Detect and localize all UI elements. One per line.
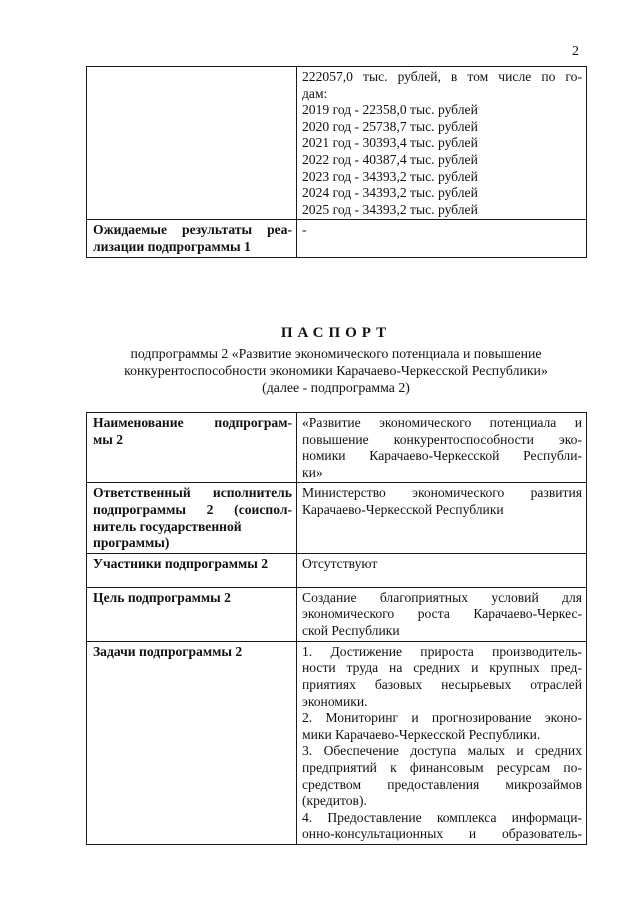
table-row <box>87 553 587 587</box>
funding-line: 2023 год - 34393,2 тыс. рублей <box>302 168 478 184</box>
funding-line: 2021 год - 30393,4 тыс. рублей <box>302 135 478 151</box>
value-line: средством предоставления микрозаймов <box>302 776 582 792</box>
funding-line: 2020 год - 25738,7 тыс. рублей <box>302 118 478 134</box>
label-line: мы 2 <box>93 431 124 447</box>
page-number: 2 <box>572 44 579 59</box>
value-line: повышение конкурентоспособности эко- <box>302 431 582 447</box>
funding-line: дам: <box>302 85 328 101</box>
table-row <box>87 641 587 844</box>
label-line: Наименование подпрограм- <box>93 415 292 430</box>
funding-line: 2025 год - 34393,2 тыс. рублей <box>302 201 478 217</box>
table-row <box>87 413 587 483</box>
value-line: Министерство экономического развития <box>302 485 582 501</box>
executor-value-cell <box>297 483 587 553</box>
value-line: экономического роста Карачаево-Черкес- <box>302 606 582 622</box>
executor-label-cell <box>87 483 297 553</box>
value-line: «Развитие экономического потенциала и <box>302 415 582 430</box>
label-line: нитель государственной <box>93 518 242 534</box>
results-value: - <box>302 222 307 238</box>
goal-label-cell <box>87 587 297 641</box>
table-row <box>87 67 587 220</box>
value-line: онно-консультационных и образователь- <box>302 826 582 842</box>
participants-label-cell <box>87 553 297 587</box>
label-line: Цель подпрограммы 2 <box>93 589 231 605</box>
funding-line: 2022 год - 40387,4 тыс. рублей <box>302 151 478 167</box>
label-line: программы) <box>93 535 170 551</box>
passport-subtitle-line: (далее - подпрограмма 2) <box>262 380 410 395</box>
passport-subtitle-line: конкурентоспособности экономики Карачаево-Черкесской Республики» <box>124 363 548 378</box>
value-line: предприятий к финансовым ресурсам по- <box>302 759 582 775</box>
goal-value-cell <box>297 587 587 641</box>
label-line: Участники подпрограммы 2 <box>93 555 269 571</box>
tasks-value-cell <box>297 641 587 844</box>
name-label-cell <box>87 413 297 483</box>
results-label-cell <box>87 220 297 257</box>
label-line: Задачи подпрограммы 2 <box>93 643 243 659</box>
value-line: мики Карачаево-Черкесской Республики. <box>302 726 541 742</box>
tasks-label-cell <box>87 641 297 844</box>
value-line: Отсутствуют <box>302 555 378 571</box>
results-value-cell <box>297 220 587 257</box>
value-line: 4. Предоставление комплекса информаци- <box>302 809 582 825</box>
funding-line: 222057,0 тыс. рублей, в том числе по го- <box>302 69 582 84</box>
table-row <box>87 220 587 257</box>
value-line: 2. Мониторинг и прогнозирование эконо- <box>302 710 582 726</box>
value-line: 3. Обеспечение доступа малых и средних <box>302 743 582 759</box>
funding-line: 2024 год - 34393,2 тыс. рублей <box>302 185 478 201</box>
name-value-cell <box>297 413 587 483</box>
passport-title: ПАСПОРТ <box>280 325 392 341</box>
value-line: приятиях базовых несырьевых отраслей <box>302 676 582 692</box>
funding-line: 2019 год - 22358,0 тыс. рублей <box>302 102 478 118</box>
label-line: Ответственный исполнитель <box>93 485 292 501</box>
value-line: 1. Достижение прироста производитель- <box>302 643 582 659</box>
value-line: номики Карачаево-Черкесской Республи- <box>302 448 582 464</box>
passport-table <box>86 412 587 845</box>
table-row <box>87 587 587 641</box>
value-line: ской Республики <box>302 622 400 638</box>
passport-subtitle-line: подпрограммы 2 «Развитие экономического потенциала и повышение <box>130 346 542 361</box>
results-label-line: лизации подпрограммы 1 <box>93 238 251 254</box>
funding-value-cell <box>297 67 587 220</box>
value-line: ности труда на средних и крупных пред- <box>302 660 582 676</box>
label-line: подпрограммы 2 (соиспол- <box>93 501 292 517</box>
funding-label-cell <box>87 67 297 220</box>
value-line: Карачаево-Черкесской Республики <box>302 501 504 517</box>
value-line: ки» <box>302 464 323 480</box>
participants-value-cell <box>297 553 587 587</box>
funding-table-continuation <box>86 66 587 258</box>
value-line: (кредитов). <box>302 793 367 809</box>
table-row <box>87 483 587 553</box>
results-label-line: Ожидаемые результаты реа- <box>93 222 292 238</box>
value-line: Создание благоприятных условий для <box>302 589 582 605</box>
value-line: экономики. <box>302 693 368 709</box>
passport-subtitle <box>86 345 586 396</box>
